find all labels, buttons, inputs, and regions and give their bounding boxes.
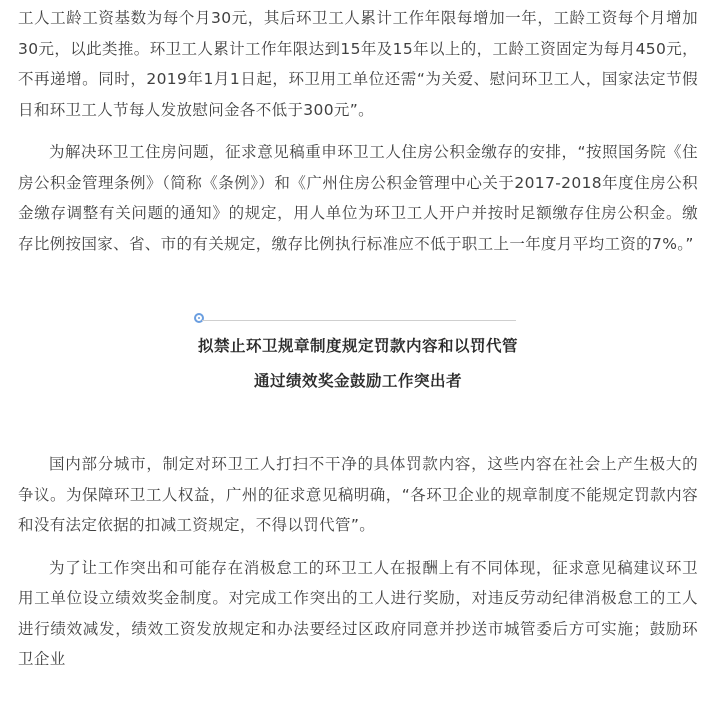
heading-divider <box>202 320 516 321</box>
paragraph-wage-seniority: 工人工龄工资基数为每个月30元，其后环卫工人累计工作年限每增加一年，工龄工资每个月增加30元，以此类推。环卫工人累计工作年限达到15年及15年以上的，工龄工资固定为每月450元，不再递增。同时，2019年1月1日起，环卫用工单位还需“为关爱、慰问环卫工人，国家法定节假日和环卫工人节每人发放慰问金各不低于300元”。 <box>18 9 698 119</box>
section-heading-line2: 通过绩效奖金鼓励工作突出者 <box>253 372 462 390</box>
paragraph-performance-bonus: 为了让工作突出和可能存在消极怠工的环卫工人在报酬上有不同体现，征求意见稿建议环卫用工单位设立绩效奖金制度。对完成工作突出的工人进行奖励，对违反劳动纪律消极怠工的工人进行绩效减发，绩效工资发放规定和办法要经过区政府同意并抄送市城管委后方可实施；鼓励环卫企业 <box>18 558 698 668</box>
paragraph-fine-ban: 国内部分城市，制定对环卫工人打扫不干净的具体罚款内容，这些内容在社会上产生极大的争议。为保障环卫工人权益，广州的征求意见稿明确，“各环卫企业的规章制度不能规定罚款内容和没有法定依据的扣减工资规定，不得以罚代管”。 <box>18 455 698 534</box>
circle-bullet-icon <box>194 313 204 323</box>
article-body <box>18 0 698 675</box>
paragraph-housing-fund: 为解决环卫工住房问题，征求意见稿重申环卫工人住房公积金缴存的安排，“按照国务院《住房公积金管理条例》（简称《条例》）和《广州住房公积金管理中心关于2017-2018年度住房公积金缴存调整有关问题的通知》的规定，用人单位为环卫工人开户并按时足额缴存住房公积金。缴存比例按国家、省、市的有关规定，缴存比例执行标准应不低于职工上一年度月平均工资的7%。” <box>18 143 698 253</box>
section-heading <box>18 289 698 449</box>
section-heading-line1: 拟禁止环卫规章制度规定罚款内容和以罚代管 <box>197 337 518 355</box>
